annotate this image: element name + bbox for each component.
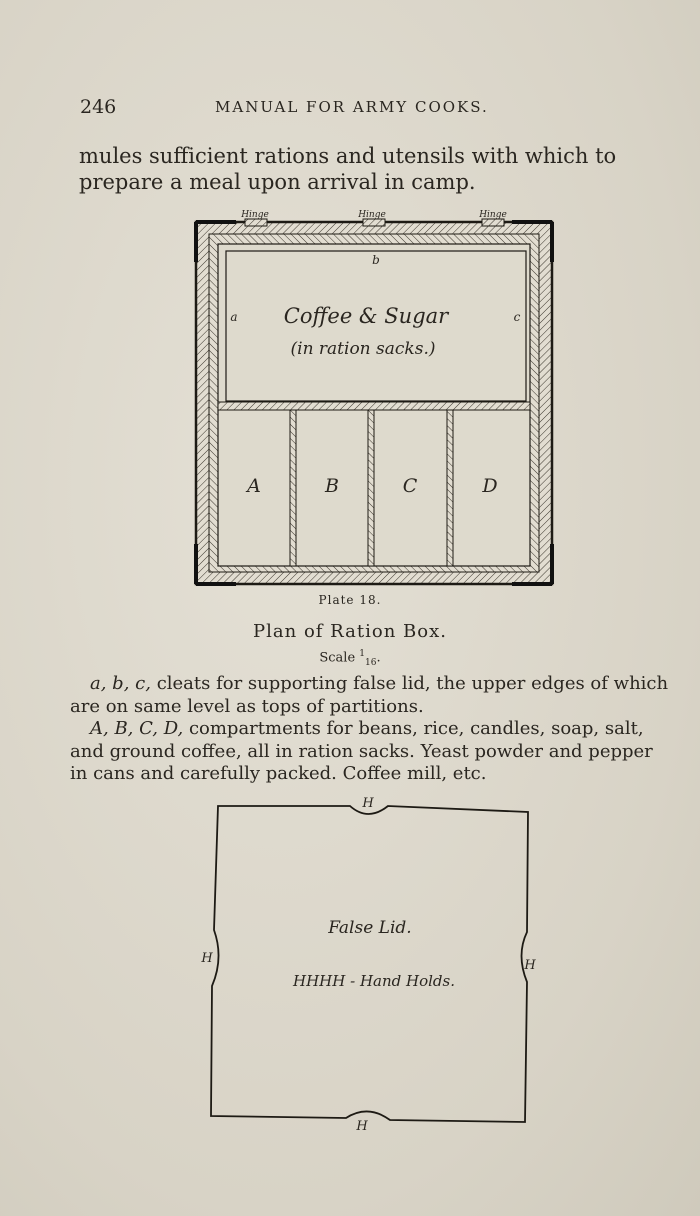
compartment-d-label: D: [482, 475, 498, 497]
false-lid-subtitle: HHHH - Hand Holds.: [293, 972, 455, 990]
scale-numerator: 1: [359, 649, 366, 659]
ration-box-diagram: [196, 210, 552, 584]
hinge-label-2: Hinge: [358, 210, 386, 220]
plate-title: Plan of Ration Box.: [253, 621, 447, 642]
horizontal-partition: [218, 402, 530, 410]
scale-denominator: 16: [365, 657, 377, 668]
hinge-center: [363, 219, 385, 226]
handhold-top-mark: H: [362, 796, 374, 811]
compartment-c-label: C: [402, 475, 418, 497]
legend-cleats-vars: a, b, c,: [90, 673, 151, 694]
compartment-a-label: A: [247, 475, 261, 497]
handhold-left-mark: H: [201, 951, 213, 966]
page-number: 246: [80, 96, 117, 118]
compartment-subtitle: (in ration sacks.): [290, 339, 436, 359]
false-lid-diagram: [200, 796, 536, 1134]
partition-ab: [290, 410, 296, 566]
legend-cleats: [70, 673, 670, 718]
hinge-label-3: Hinge: [479, 210, 507, 220]
legend-compartments: [70, 718, 670, 786]
running-title: MANUAL FOR ARMY COOKS.: [215, 98, 489, 116]
intro-paragraph: mules sufficient rations and utensils with which to prepare a meal upon arrival in camp.: [79, 144, 617, 194]
compartment-title: Coffee & Sugar: [283, 304, 449, 328]
false-lid-title: False Lid.: [328, 918, 412, 938]
legend-compartments-vars: A, B, C, D,: [90, 718, 184, 739]
partition-bc: [368, 410, 374, 566]
handhold-right-mark: H: [524, 958, 536, 973]
scale-label: Scale: [319, 650, 356, 666]
compartment-b-label: B: [325, 475, 339, 497]
cleat-b-label: b: [372, 253, 380, 267]
legend-cleats-text: cleats for supporting false lid, the upper edges of which are on same level as tops of partitions.: [70, 673, 669, 717]
false-lid-outline: [211, 806, 528, 1122]
plate-label: Plate 18.: [318, 593, 382, 607]
hinge-label-1: Hinge: [241, 210, 269, 220]
hinge-right: [482, 219, 504, 226]
legend-compartments-text: compartments for beans, rice, candles, soap, salt, and ground coffee, all in ration sacks. Yeast powder and pepper in cans and carefully packed. Coffee mill, etc.: [70, 718, 653, 784]
handhold-bottom-mark: H: [356, 1119, 368, 1134]
scale-note: Scale $^1_{16}$.: [319, 649, 381, 668]
hinge-left: [245, 219, 267, 226]
cleat-a-label: a: [230, 310, 238, 324]
partition-cd: [447, 410, 453, 566]
cleat-c-label: c: [513, 310, 521, 324]
